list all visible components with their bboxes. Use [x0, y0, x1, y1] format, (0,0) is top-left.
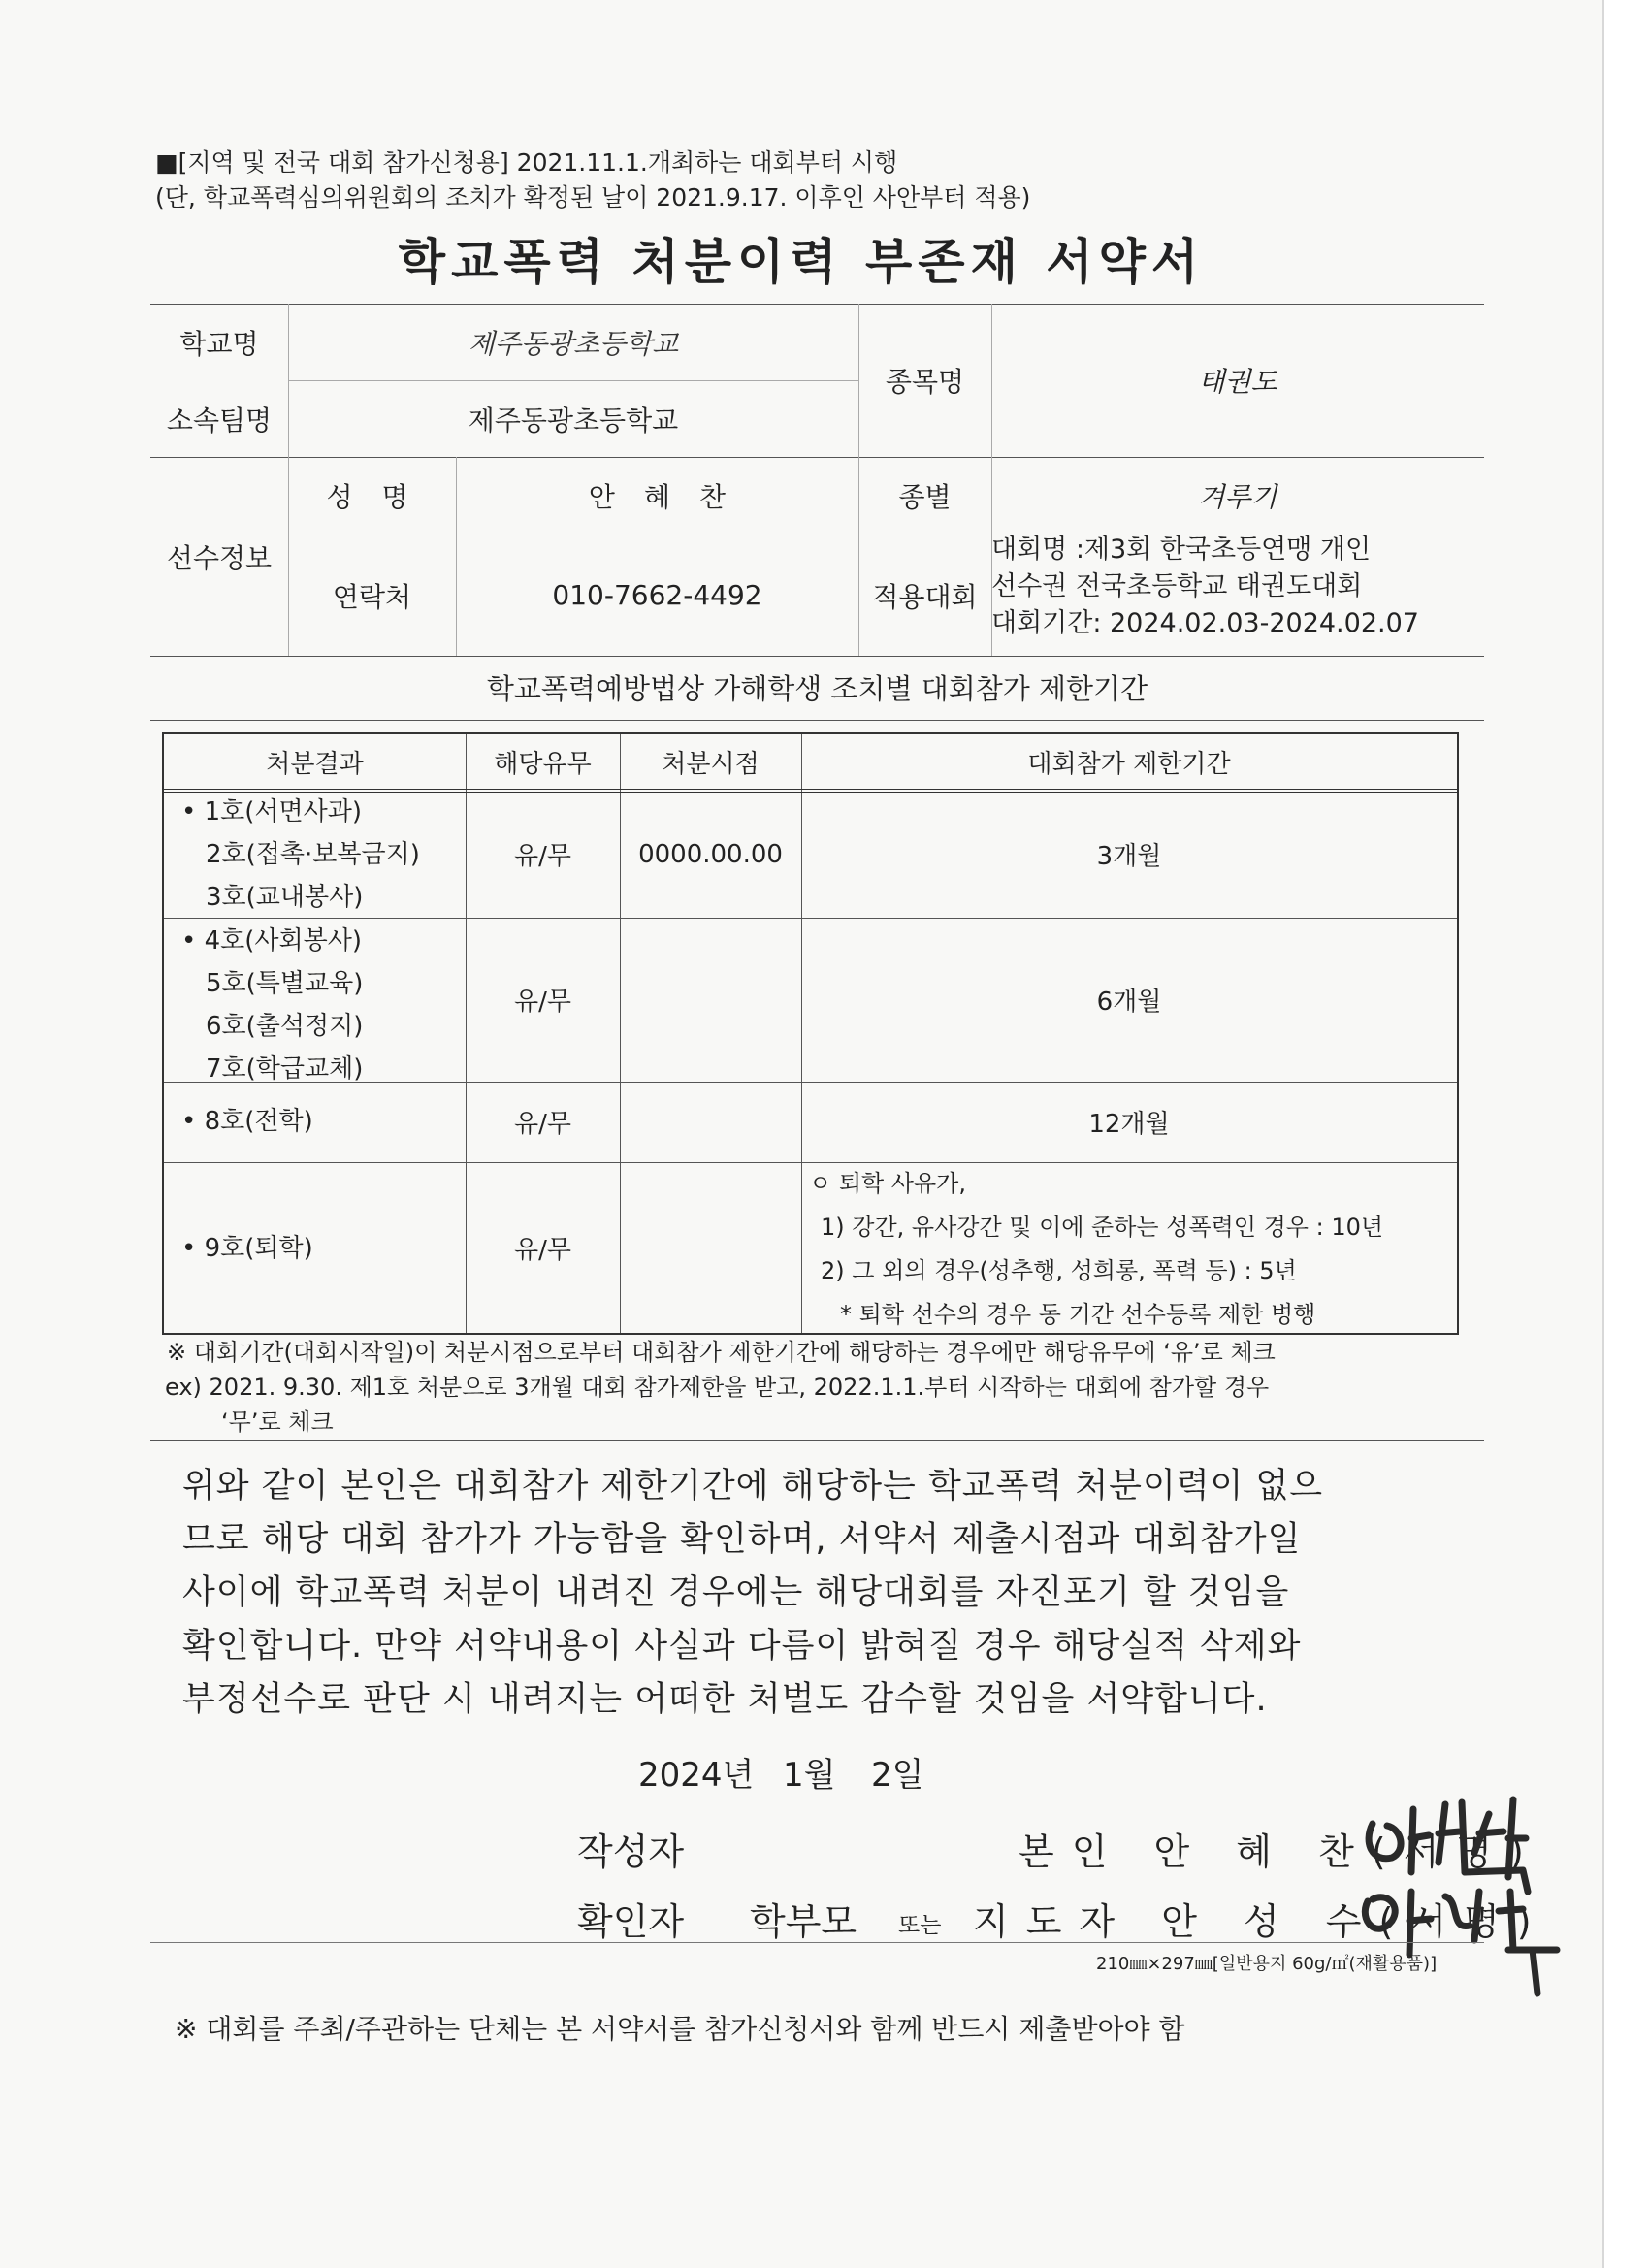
row4-result [181, 1227, 313, 1270]
pledge-line: 사이에 학교폭력 처분이 내려진 경우에는 해당대회를 자진포기 할 것임을 [182, 1573, 1290, 1612]
competition-label: 적용대회 [872, 580, 978, 613]
school-name-value: 제주동광초등학교 [468, 327, 679, 360]
team-name-label: 소속팀명 [166, 404, 273, 437]
row3-result [181, 1100, 313, 1143]
category-value: 겨루기 [1198, 481, 1277, 513]
row2-line: 6호(출석정지) [206, 1012, 364, 1041]
sport-label: 종목명 [885, 366, 965, 398]
bottom-note: ※ 대회를 주최/주관하는 단체는 본 서약서를 참가신청서와 함께 반드시 제출받아야 함 [175, 2013, 1185, 2045]
header-period: 대회참가 제한기간 [1027, 749, 1231, 779]
competition-line-3: 대회기간: 2024.02.03-2024.02.07 [991, 608, 1419, 638]
category-label: 종별 [898, 481, 952, 513]
team-name-value: 제주동광초등학교 [468, 404, 679, 437]
row3-period: 12개월 [1088, 1110, 1170, 1139]
row4-note: ㅇ 퇴학 사유가, [809, 1170, 966, 1197]
row4-note: * 퇴학 선수의 경우 동 기간 선수등록 제한 병행 [840, 1301, 1316, 1328]
school-name-label: 학교명 [179, 327, 259, 360]
row2-result [181, 920, 363, 1090]
notice [155, 146, 1030, 215]
row2-line: • 4호(사회봉사) [181, 926, 363, 956]
parent-label: 학부모 [750, 1900, 857, 1943]
author-label: 작성자 [577, 1831, 685, 1873]
confirmer-label: 확인자 [577, 1900, 685, 1943]
document-title: 학교폭력 처분이력 부존재 서약서 [398, 234, 1205, 290]
date-day: 2일 [871, 1756, 924, 1795]
row2-period: 6개월 [1096, 988, 1162, 1017]
player-name-value: 안혜찬 [588, 481, 756, 513]
restriction-table [162, 732, 1459, 1335]
restriction-subtitle: 학교폭력예방법상 가해학생 조치별 대회참가 제한기간 [486, 672, 1148, 705]
competition-line-1: 대회명 :제3회 한국초등연맹 개인 [991, 535, 1372, 565]
footnote-1: ※ 대회기간(대회시작일)이 처분시점으로부터 대회참가 제한기간에 해당하는 경우에만 해당유무에 ‘유’로 체크 [167, 1339, 1276, 1366]
row2-date [620, 918, 801, 1082]
row3-date [620, 1082, 801, 1162]
header-date: 처분시점 [662, 749, 760, 779]
date-year: 2024년 [638, 1756, 755, 1795]
row4-applicable: 유/무 [514, 1235, 571, 1265]
header-result: 처분결과 [266, 749, 364, 779]
header-applicable: 해당유무 [494, 749, 592, 779]
author-name: 본인 안 혜 찬(서명) [1018, 1831, 1541, 1873]
row4-line: • 9호(퇴학) [181, 1234, 313, 1263]
competition-line-2: 선수권 전국초등학교 태권도대회 [991, 571, 1363, 601]
player-name-label: 성명 [326, 481, 437, 513]
row4-note: 1) 강간, 유사강간 및 이에 준하는 성폭력인 경우 : 10년 [821, 1214, 1384, 1241]
date-month: 1월 [783, 1756, 836, 1795]
row1-applicable: 유/무 [514, 842, 571, 871]
paper-spec: 210㎜×297㎜[일반용지 60g/㎡(재활용품)] [1096, 1954, 1438, 1974]
row1-line: 3호(교내봉사) [206, 883, 364, 912]
pledge-paragraph [182, 1460, 1472, 1727]
pledge-line: 확인합니다. 만약 서약내용이 사실과 다름이 밝혀질 경우 해당실적 삭제와 [182, 1627, 1302, 1666]
row3-applicable: 유/무 [514, 1110, 571, 1139]
row1-date: 0000.00.00 [638, 839, 783, 869]
or-label: 또는 [898, 1913, 942, 1938]
footnote-3: ‘무’로 체크 [221, 1409, 334, 1436]
row4-note: 2) 그 외의 경우(성추행, 성희롱, 폭력 등) : 5년 [821, 1257, 1297, 1284]
row3-line: • 8호(전학) [181, 1107, 313, 1136]
scan-edge [1602, 0, 1649, 2268]
row1-result [181, 791, 420, 919]
footnote-2: ex) 2021. 9.30. 제1호 처분으로 3개월 대회 참가제한을 받고, 2022.1.1.부터 시작하는 대회에 참가할 경우 [165, 1374, 1270, 1401]
pledge-line: 위와 같이 본인은 대회참가 제한기간에 해당하는 학교폭력 처분이력이 없으 [182, 1467, 1324, 1506]
pledge-line: 부정선수로 판단 시 내려지는 어떠한 처벌도 감수할 것임을 서약합니다. [182, 1680, 1268, 1719]
contact-label: 연락처 [332, 580, 412, 613]
row2-line: 7호(학급교체) [206, 1054, 364, 1084]
row4-date [620, 1162, 801, 1333]
sport-value: 태권도 [1198, 366, 1277, 398]
row1-line: • 1호(서면사과) [181, 797, 363, 826]
pledge-line: 므로 해당 대회 참가가 가능함을 확인하며, 서약서 제출시점과 대회참가일 [182, 1520, 1302, 1559]
row4-period [801, 1162, 1457, 1333]
row1-line: 2호(접촉·보복금지) [206, 840, 420, 869]
row2-line: 5호(특별교육) [206, 969, 364, 998]
competition-value [991, 532, 1476, 642]
notice-line-1: ■[지역 및 전국 대회 참가신청용] 2021.11.1.개최하는 대회부터 시행 [155, 148, 898, 177]
row2-applicable: 유/무 [514, 988, 571, 1017]
footnotes [167, 1335, 1276, 1440]
contact-value: 010-7662-4492 [552, 579, 762, 611]
player-info-label: 선수정보 [166, 541, 273, 574]
notice-line-2: (단, 학교폭력심의위원회의 조치가 확정된 날이 2021.9.17. 이후인 사안부터 적용) [155, 183, 1031, 211]
confirmer-name: 지도자 안 성 수(서명) [973, 1900, 1549, 1943]
row1-period: 3개월 [1096, 842, 1162, 871]
